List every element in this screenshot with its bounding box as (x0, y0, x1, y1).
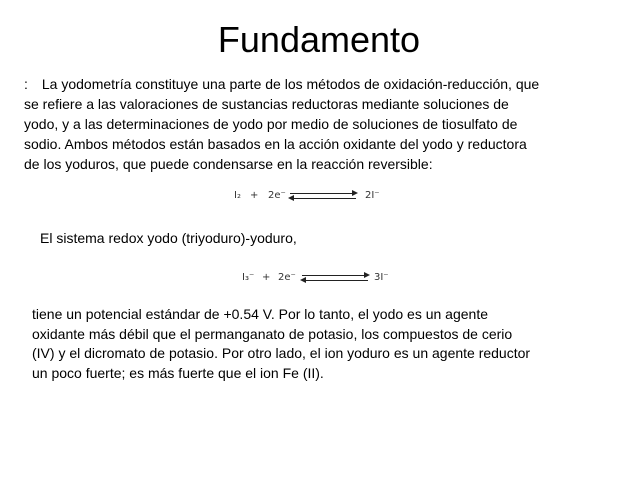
reverse-arrow (302, 280, 368, 281)
eq1-product: 2I⁻ (365, 190, 380, 201)
eq2-product: 3I⁻ (374, 272, 389, 283)
eq2-reactant: I₃⁻ (242, 272, 255, 283)
intro-paragraph (24, 74, 604, 174)
forward-arrow (302, 275, 368, 276)
intro-prefix: : (24, 76, 28, 92)
forward-arrow (290, 193, 356, 194)
intro-line: yodo, y a las determinaciones de yodo por medio de soluciones de tiosulfato de (24, 116, 518, 132)
reverse-arrow (290, 198, 356, 199)
slide-title: Fundamento (217, 19, 421, 60)
intro-line: : La yodometría constituye una parte de los métodos de oxidación-reducción, que (24, 76, 540, 92)
conclusion-line: (IV) y el dicromato de potasio. Por otro lado, el ion yoduro es un agente reductor (32, 345, 531, 361)
conclusion-line: un poco fuerte; es más fuerte que el ion Fe (II). (32, 364, 324, 381)
eq2-plus: + (262, 272, 271, 283)
equation-triiodide (240, 268, 390, 288)
conclusion-line: oxidante más débil que el permanganato de potasio, los compuestos de cerio (32, 325, 513, 342)
equation-iodine (232, 186, 382, 206)
redox-system-label: El sistema redox yodo (triyoduro)-yoduro, (40, 230, 297, 246)
eq1-plus: + (250, 190, 259, 201)
eq1-electrons: 2e⁻ (268, 190, 286, 201)
intro-line: de los yoduros, que puede condensarse en la reacción reversible: (24, 156, 433, 172)
intro-line: se refiere a las valoraciones de sustancias reductoras mediante soluciones de (24, 96, 509, 112)
intro-line: sodio. Ambos métodos están basados en la acción oxidante del yodo y reductora (24, 136, 527, 152)
conclusion-line: tiene un potencial estándar de +0.54 V. Por lo tanto, el yodo es un agente (32, 306, 488, 322)
eq2-electrons: 2e⁻ (278, 272, 296, 283)
eq1-reactant: I₂ (234, 190, 241, 201)
conclusion-paragraph (32, 305, 592, 383)
